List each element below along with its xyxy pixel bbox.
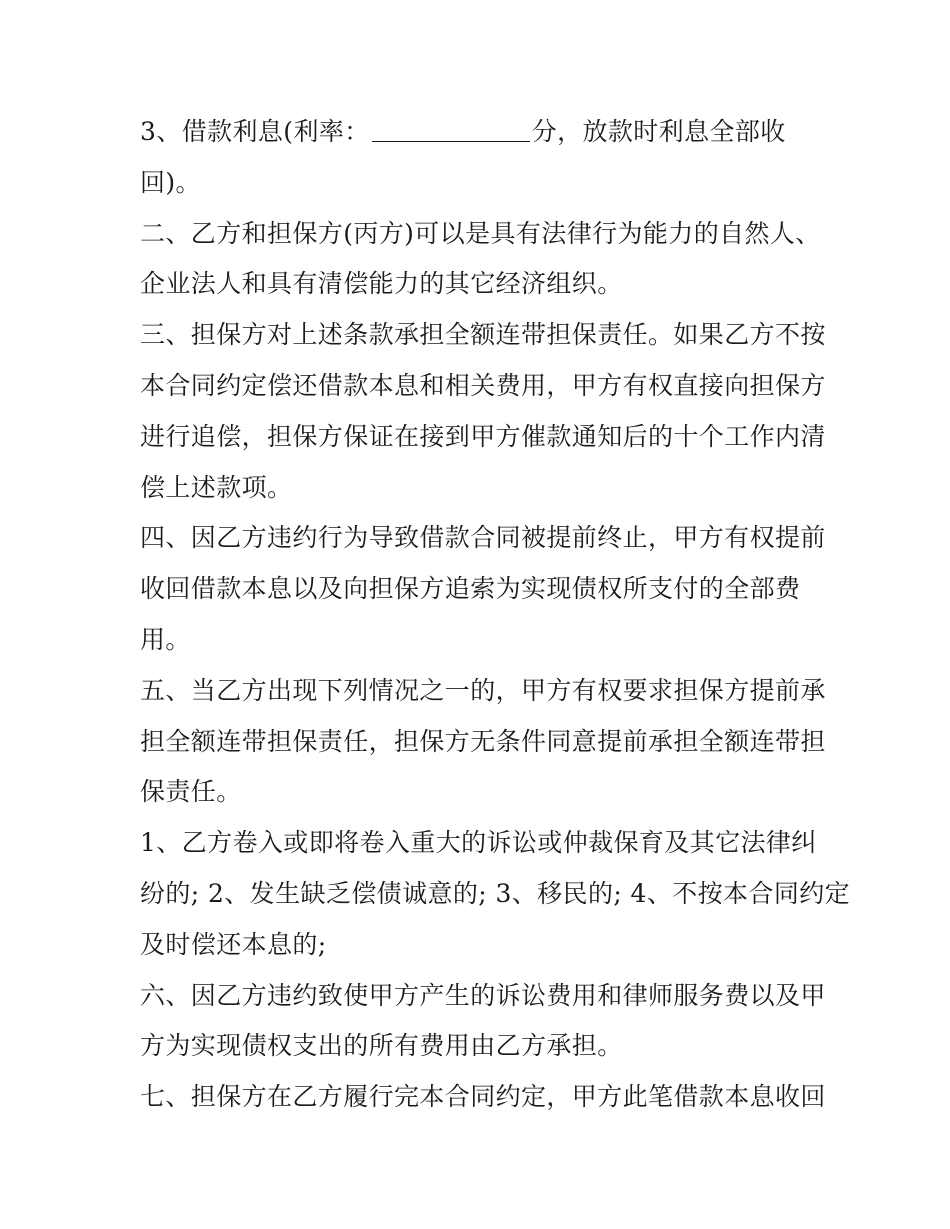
- text-line: 偿上述款项。: [140, 472, 293, 502]
- text-line: 本合同约定偿还借款本息和相关费用，甲方有权直接向担保方: [140, 370, 826, 400]
- text-line: 纷的; 2、发生缺乏偿债诚意的; 3、移民的; 4、不按本合同约定: [140, 878, 851, 908]
- text-line: 担全额连带担保责任，担保方无条件同意提前承担全额连带担: [140, 726, 826, 756]
- text-line: 三、担保方对上述条款承担全额连带担保责任。如果乙方不按: [140, 320, 826, 350]
- text-line: 用。: [140, 624, 191, 654]
- interest-rate-blank: [372, 113, 530, 142]
- text-segment: 3、借款利息(利率：: [140, 117, 370, 146]
- text-line: 七、担保方在乙方履行完本合同约定，甲方此笔借款本息收回: [140, 1082, 826, 1112]
- text-line: [140, 107, 830, 158]
- text-line: 方为实现债权支出的所有费用由乙方承担。: [140, 1031, 623, 1061]
- text-line: 五、当乙方出现下列情况之一的，甲方有权要求担保方提前承: [140, 675, 826, 705]
- text-line: 进行追偿，担保方保证在接到甲方催款通知后的十个工作内清: [140, 421, 826, 451]
- text-line: 四、因乙方违约行为导致借款合同被提前终止，甲方有权提前: [140, 523, 826, 553]
- text-line: 保责任。: [140, 777, 242, 807]
- contract-text: [140, 107, 851, 1123]
- text-line: 收回借款本息以及向担保方追索为实现债权所支付的全部费: [140, 574, 801, 604]
- text-line: 二、乙方和担保方(丙方)可以是具有法律行为能力的自然人、: [140, 218, 821, 248]
- text-line: 1、乙方卷入或即将卷入重大的诉讼或仲裁保育及其它法律纠: [140, 828, 817, 858]
- text-line: 及时偿还本息的;: [140, 929, 327, 959]
- text-line: 企业法人和具有清偿能力的其它经济组织。: [140, 269, 623, 299]
- text-segment: 分，放款时利息全部收: [531, 117, 786, 146]
- text-line: 回)。: [140, 167, 201, 197]
- text-line: 六、因乙方违约致使甲方产生的诉讼费用和律师服务费以及甲: [140, 980, 826, 1010]
